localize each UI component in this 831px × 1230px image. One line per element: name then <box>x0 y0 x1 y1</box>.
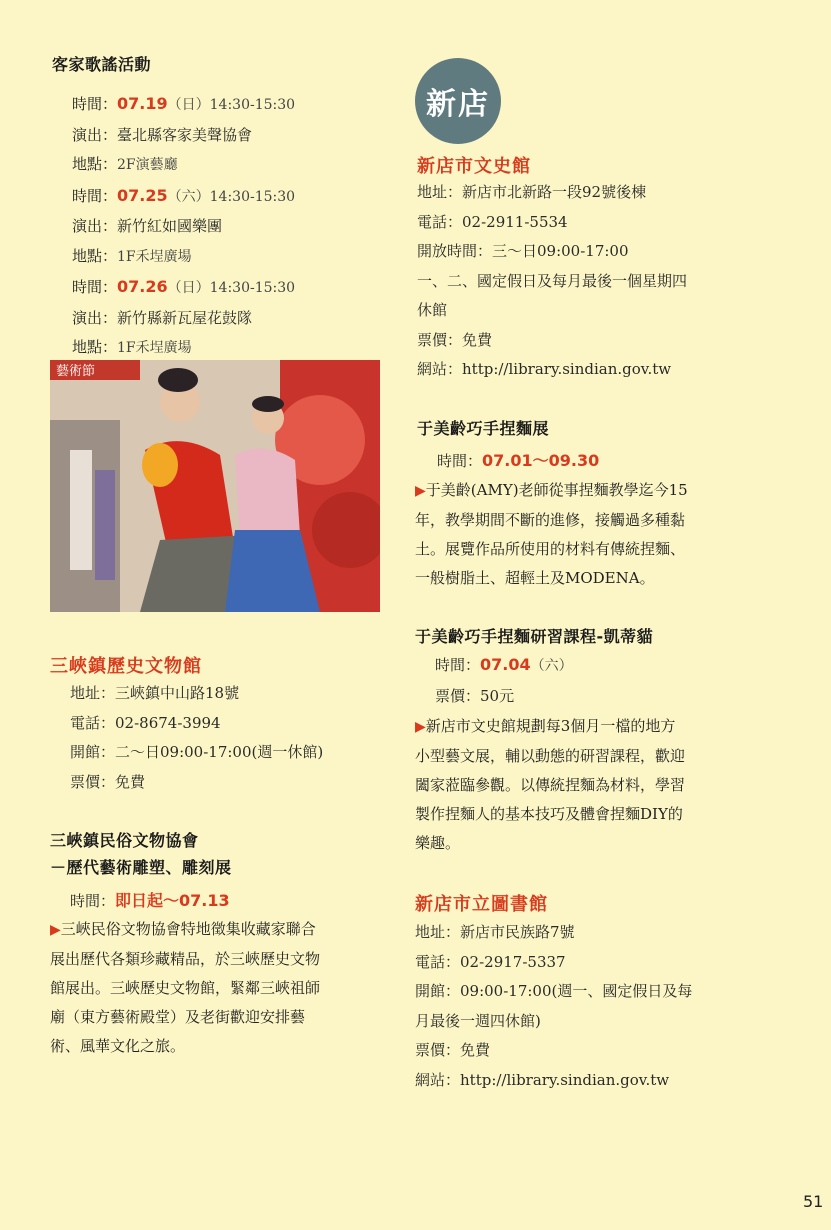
info-line: 地址：新店市北新路一段92號後棟 <box>417 183 647 201</box>
desc-line: 土。展覽作品所使用的材料有傳統捏麵、 <box>415 540 686 558</box>
folk-desc-line: ▶三峽民俗文物協會特地徵集收藏家聯合 <box>50 920 316 938</box>
library-info <box>415 918 692 1095</box>
dough-exhibit-time: 時間：07.01～09.30 <box>437 451 600 470</box>
hakka-row: 地點：2F演藝廳 <box>72 155 178 173</box>
dough-course-description <box>415 712 755 858</box>
folk-desc-line: 館展出。三峽歷史文物館，緊鄰三峽祖師 <box>50 979 321 997</box>
desc-line: 樂趣。 <box>415 834 461 852</box>
info-line: 地址：新店市民族路7號 <box>415 923 575 941</box>
folk-title: 三峽鎮民俗文物協會 <box>50 831 199 850</box>
course-ticket: 票價：50元 <box>435 686 515 705</box>
hakka-row: 地點：1F禾埕廣場 <box>72 246 192 265</box>
page-number: 51 <box>803 1192 824 1211</box>
desc-line: 製作捏麵人的基本技巧及體會捏麵DIY的 <box>415 805 683 823</box>
museum-ticket: 票價：免費 <box>70 772 146 791</box>
info-line: 開放時間：三～日09:00-17:00 <box>417 242 629 260</box>
hakka-title: 客家歌謠活動 <box>52 55 152 74</box>
course-time: 時間：07.04（六） <box>435 655 573 674</box>
hakka-schedule <box>72 89 295 364</box>
website-link[interactable]: 網站：http://library.sindian.gov.tw <box>415 1070 670 1089</box>
info-line: 開館：09:00-17:00(週一、國定假日及每 <box>415 982 693 1000</box>
hakka-row: 時間：07.26（日）14:30-15:30 <box>72 277 296 296</box>
folk-desc-line: 展出歷代各類珍藏精品，於三峽歷史文物 <box>50 950 321 968</box>
info-line: 電話：02-2911-5534 <box>417 212 568 231</box>
desc-line: 小型藝文展，輔以動態的研習課程，歡迎 <box>415 747 686 765</box>
performance-photo <box>50 360 380 612</box>
culture-hall-info <box>417 178 687 385</box>
sanxia-museum-title: 三峽鎮歷史文物館 <box>50 656 202 677</box>
banner-text: 藝術節 <box>56 364 96 379</box>
library-title: 新店市立圖書館 <box>415 894 548 915</box>
desc-line: ▶新店市文史館規劃每3個月一檔的地方 <box>415 717 676 735</box>
triangle-bullet-icon: ▶ <box>415 483 426 499</box>
desc-line: 闔家蒞臨參觀。以傳統捏麵為材料，學習 <box>415 776 686 794</box>
folk-desc-line: 術、風華文化之旅。 <box>50 1037 186 1055</box>
hakka-row: 時間：07.25（六）14:30-15:30 <box>72 185 296 205</box>
desc-line: 一般樹脂土、超輕土及MODENA。 <box>415 569 655 587</box>
info-line: 電話：02-2917-5337 <box>415 952 566 971</box>
folk-description <box>50 915 390 1061</box>
info-line: 一、二、國定假日及每月最後一個星期四 <box>417 271 688 290</box>
info-line: 休館 <box>417 301 448 319</box>
dough-exhibit-title: 于美齡巧手捏麵展 <box>417 419 550 438</box>
info-line: 票價：免費 <box>417 330 493 349</box>
hakka-row: 演出：新竹紅如國樂團 <box>72 217 223 235</box>
folk-time: 時間：即日起～07.13 <box>70 891 230 910</box>
info-line: 月最後一週四休館) <box>415 1011 541 1030</box>
district-badge: 新店 <box>415 58 501 144</box>
museum-hours: 開館：二～日09:00-17:00(週一休館) <box>70 743 324 761</box>
desc-line: 年，教學期間不斷的進修，接觸過多種黏 <box>415 511 686 529</box>
dough-course-info <box>435 650 573 711</box>
dough-exhibit-description <box>415 476 755 593</box>
sanxia-museum-info <box>70 679 323 797</box>
dough-course-title: 于美齡巧手捏麵研習課程-凱蒂貓 <box>415 627 654 646</box>
website-link[interactable]: 網站：http://library.sindian.gov.tw <box>417 360 672 378</box>
folk-desc-line: 廟（東方藝術殿堂）及老街歡迎安排藝 <box>50 1008 306 1026</box>
info-line: 票價：免費 <box>415 1041 491 1059</box>
hakka-row: 地點：1F禾埕廣場 <box>72 338 192 356</box>
triangle-bullet-icon: ▶ <box>50 922 61 938</box>
hakka-row: 演出：新竹縣新瓦屋花鼓隊 <box>72 308 253 327</box>
triangle-bullet-icon: ▶ <box>415 719 426 735</box>
hakka-row: 演出：臺北縣客家美聲協會 <box>72 125 253 144</box>
folk-subtitle: －歷代藝術雕塑、雕刻展 <box>50 858 232 877</box>
desc-line: ▶于美齡(AMY)老師從事捏麵教學迄今15 <box>415 481 688 499</box>
performance-photo-illustration <box>50 360 380 612</box>
museum-phone: 電話：02-8674-3994 <box>70 713 221 732</box>
museum-address: 地址：三峽鎮中山路18號 <box>70 684 240 702</box>
hakka-row: 時間：07.19（日）14:30-15:30 <box>72 94 296 113</box>
culture-hall-title: 新店市文史館 <box>417 156 531 177</box>
